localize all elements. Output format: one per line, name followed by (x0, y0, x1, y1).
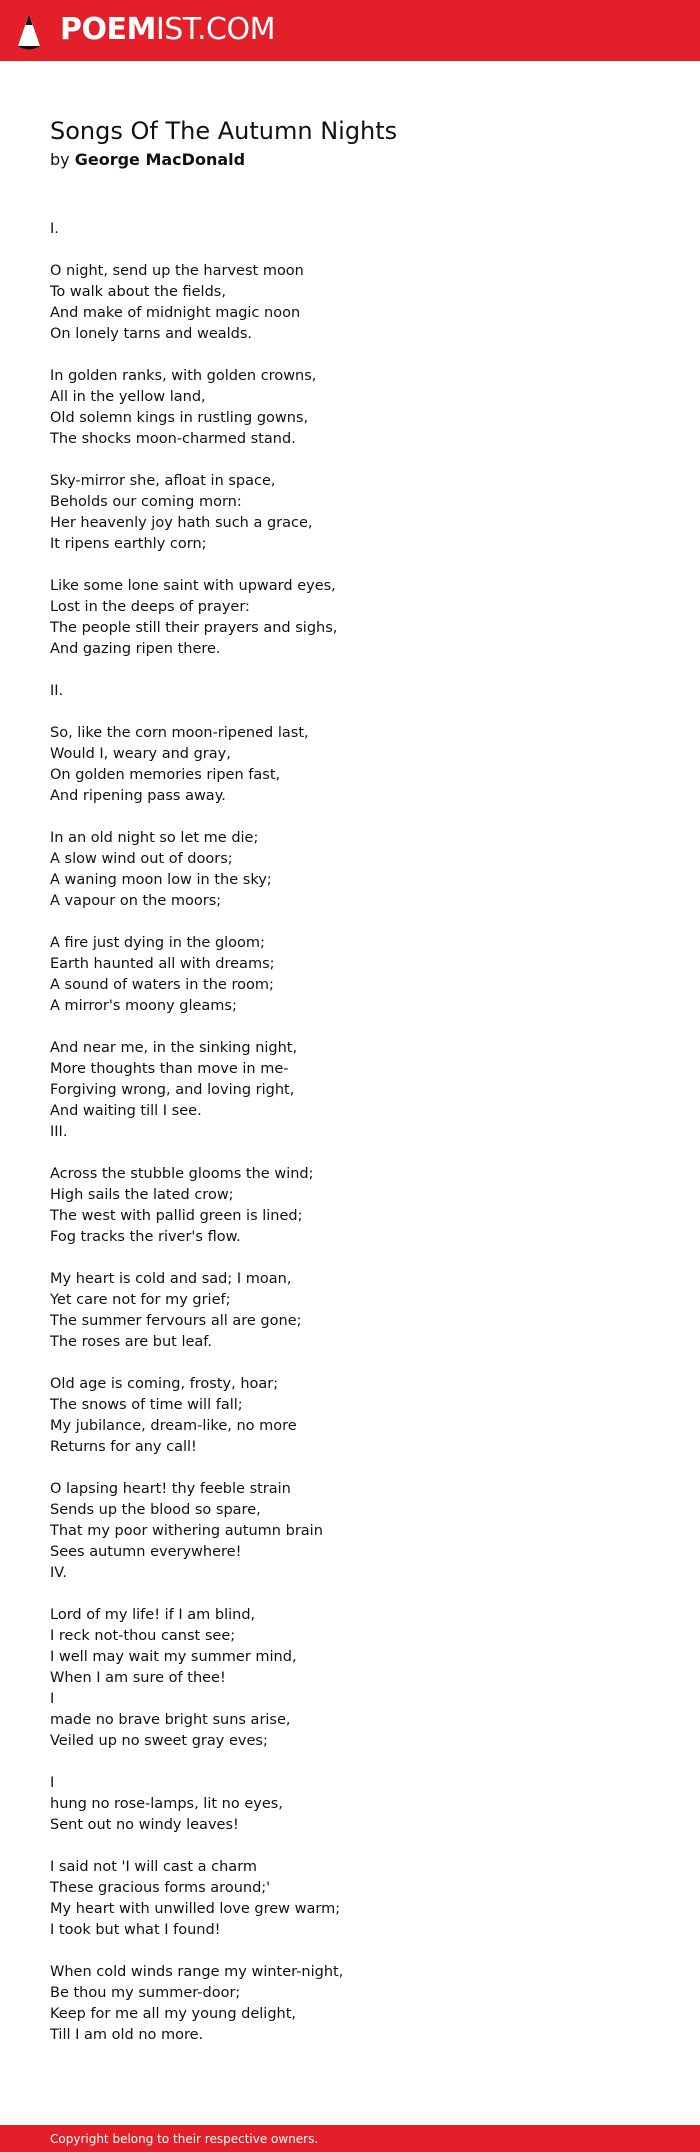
poem-line: In an old night so let me die; (50, 830, 259, 846)
poem-line: Like some lone saint with upward eyes, (50, 578, 336, 594)
poem-body (50, 219, 670, 2046)
poem-line: A fire just dying in the gloom; (50, 935, 265, 951)
poem-line: More thoughts than move in me- (50, 1061, 289, 1077)
poem-line: A vapour on the moors; (50, 893, 222, 909)
poem-line: O lapsing heart! thy feeble strain (50, 1481, 291, 1497)
poem-line: Her heavenly joy hath such a grace, (50, 515, 313, 531)
poem-line: I took but what I found! (50, 1922, 221, 1938)
poem-line: My jubilance, dream-like, no more (50, 1418, 297, 1434)
poem-line: hung no rose-lamps, lit no eyes, (50, 1796, 283, 1812)
poem-line: The people still their prayers and sighs, (50, 620, 338, 636)
site-footer (0, 2125, 700, 2152)
poem-line: A mirror's moony gleams; (50, 998, 237, 1014)
poem-line: Lost in the deeps of prayer: (50, 599, 250, 615)
poem-line: Keep for me all my young delight, (50, 2006, 297, 2022)
poem-line: It ripens earthly corn; (50, 536, 207, 552)
poem-line: And ripening pass away. (50, 788, 226, 804)
poem-line: High sails the lated crow; (50, 1187, 234, 1203)
poem-line: These gracious forms around;' (50, 1880, 271, 1896)
poem-line: A sound of waters in the room; (50, 977, 274, 993)
stanza-gap (50, 1752, 670, 1773)
poem-line: Till I am old no more. (50, 2027, 204, 2043)
poem-line: Yet care not for my grief; (50, 1292, 231, 1308)
poem-line: My heart with unwilled love grew warm; (50, 1901, 341, 1917)
stanza-gap (50, 555, 670, 576)
poem-line: Sky-mirror she, afloat in space, (50, 473, 276, 489)
poem-line: Lord of my life! if I am blind, (50, 1607, 256, 1623)
poem-line: The snows of time will fall; (50, 1397, 243, 1413)
poem-line: A waning moon low in the sky; (50, 872, 272, 888)
poem-title: Songs Of The Autumn Nights (50, 117, 398, 145)
poem-line: And make of midnight magic noon (50, 305, 301, 321)
poem-line: I reck not-thou canst see; (50, 1628, 236, 1644)
logo-text-bold: POEM (60, 12, 156, 47)
stanza-gap (50, 345, 670, 366)
poem-line: On golden memories ripen fast, (50, 767, 281, 783)
stanza-gap (50, 807, 670, 828)
poem-line: And gazing ripen there. (50, 641, 221, 657)
poem-line: And near me, in the sinking night, (50, 1040, 298, 1056)
stanza-gap (50, 1017, 670, 1038)
poem-line: IV. (50, 1565, 67, 1581)
stanza-gap (50, 1584, 670, 1605)
poem-line: When I am sure of thee! (50, 1670, 226, 1686)
poem-line: made no brave bright suns arise, (50, 1712, 291, 1728)
stanza-gap (50, 240, 670, 261)
author-name: George MacDonald (74, 150, 246, 169)
poem-line: Sent out no windy leaves! (50, 1817, 239, 1833)
stanza-gap (50, 660, 670, 681)
stanza-gap (50, 1143, 670, 1164)
poem-line: Would I, weary and gray, (50, 746, 231, 762)
poem-line: I well may wait my summer mind, (50, 1649, 297, 1665)
poem-line: I (50, 1691, 55, 1707)
stanza-gap (50, 1458, 670, 1479)
poem-line: A slow wind out of doors; (50, 851, 233, 867)
poem-line: Across the stubble glooms the wind; (50, 1166, 314, 1182)
pencil-tip-icon[interactable] (16, 13, 42, 51)
poem-line: My heart is cold and sad; I moan, (50, 1271, 292, 1287)
stanza-gap (50, 1941, 670, 1962)
poem-line: That my poor withering autumn brain (50, 1523, 323, 1539)
poem-line: The roses are but leaf. (50, 1334, 212, 1350)
poem-line: Sends up the blood so spare, (50, 1502, 261, 1518)
poem-line: Forgiving wrong, and loving right, (50, 1082, 295, 1098)
poem-line: And waiting till I see. (50, 1103, 202, 1119)
logo-text-light: IST.COM (155, 12, 275, 47)
poem-line: On lonely tarns and wealds. (50, 326, 253, 342)
site-header (0, 0, 700, 61)
poem-line: When cold winds range my winter-night, (50, 1964, 344, 1980)
stanza-gap (50, 702, 670, 723)
stanza-gap (50, 1836, 670, 1857)
byline (50, 149, 245, 171)
poem-line: Earth haunted all with dreams; (50, 956, 275, 972)
poem-line: Sees autumn everywhere! (50, 1544, 242, 1560)
poem-line: The shocks moon-charmed stand. (50, 431, 296, 447)
poem-line: The west with pallid green is lined; (50, 1208, 303, 1224)
poem-line: Beholds our coming morn: (50, 494, 242, 510)
poem-line: O night, send up the harvest moon (50, 263, 304, 279)
poem-line: Old age is coming, frosty, hoar; (50, 1376, 279, 1392)
poem-line: The summer fervours all are gone; (50, 1313, 302, 1329)
stanza-gap (50, 912, 670, 933)
by-label: by (50, 150, 70, 169)
poem-line: Returns for any call! (50, 1439, 197, 1455)
poem-line: So, like the corn moon-ripened last, (50, 725, 309, 741)
site-logo[interactable] (60, 12, 275, 48)
poem-line: In golden ranks, with golden crowns, (50, 368, 317, 384)
poem-line: To walk about the fields, (50, 284, 226, 300)
poem-line: Veiled up no sweet gray eves; (50, 1733, 268, 1749)
stanza-gap (50, 1353, 670, 1374)
stanza-gap (50, 450, 670, 471)
poem-line: II. (50, 683, 64, 699)
poem-line: Old solemn kings in rustling gowns, (50, 410, 309, 426)
poem-line: III. (50, 1124, 68, 1140)
poem-line: I. (50, 221, 59, 237)
poem-line: Be thou my summer-door; (50, 1985, 241, 2001)
poem-line: I said not 'I will cast a charm (50, 1859, 258, 1875)
poem-line: All in the yellow land, (50, 389, 206, 405)
poem-line: I (50, 1775, 55, 1791)
copyright-text: Copyright belong to their respective owners. (50, 2132, 319, 2146)
poem-line: Fog tracks the river's flow. (50, 1229, 241, 1245)
stanza-gap (50, 1248, 670, 1269)
